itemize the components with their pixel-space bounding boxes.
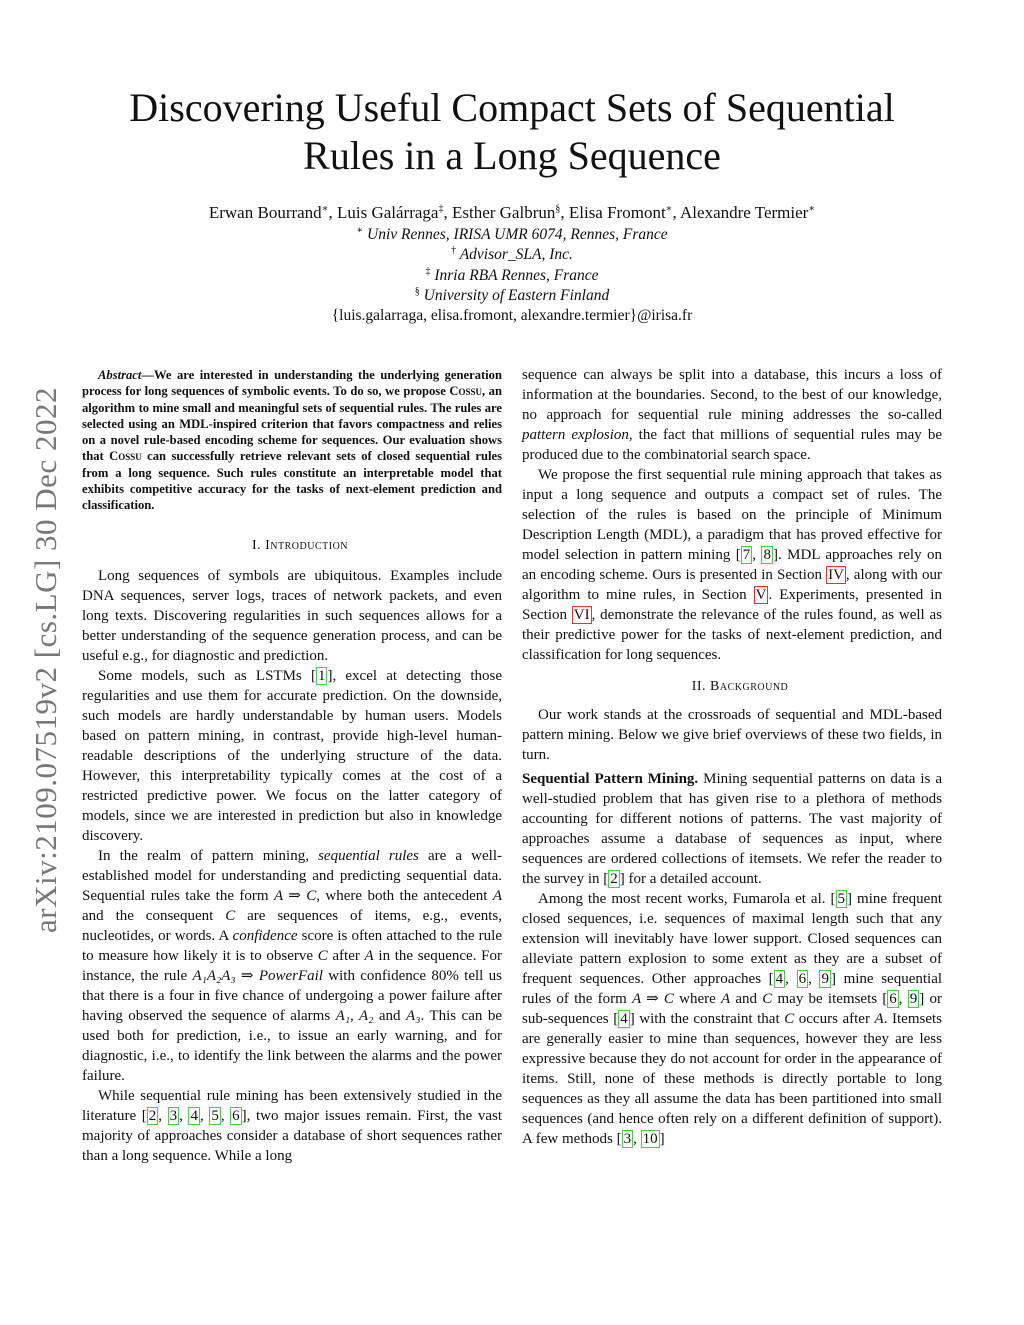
text-run: and the consequent [82, 907, 226, 924]
section-link[interactable]: VI [573, 607, 590, 623]
text-run: , two major issues remain. First, the vast majority of approaches consider a database of short sequences rather than a long sequence. While a long [82, 1107, 503, 1164]
affiliation-mark: † [451, 244, 457, 256]
paragraph: We propose the first sequential rule mining approach that takes as input a long sequence and outputs a compact set of rules. The selection of the rules is based on the principle of Minimum Description Length (MDL), a paradigm that has proved effective for model selection in pattern mining [ 7 , 8 ]. MDL approaches rely on an encoding scheme. Ours is presented in Section IV , along with our algorithm to mine rules, in Section V . Experiments, presented in Section VI , demonstrate the relevance of the rules found, as well as their predictive power for the tasks of next-element prediction, and classification for long sequences. [522, 467, 943, 663]
text-run: mine frequent closed sequences, i.e. sequences of maximal length such that any extension will inevitably have lower support. Closed sequences can alleviate pattern explosion to some extent as they are a subset of frequent sequences. Other approaches [522, 891, 943, 987]
text-run: may be itemsets [772, 991, 883, 1007]
author-name: Luis Galárraga [336, 203, 439, 222]
section-title: Background [710, 679, 789, 694]
text-run: We propose the first sequential rule mining approach that takes as input a long sequence and outputs a compact set of rules. The selection of the rules is based on the principle of Minimum Description Length (MDL), a paradigm that has proved effective for model selection in pattern mining [522, 467, 942, 563]
citation-link[interactable]: 1 [317, 667, 326, 684]
emphasis: pattern explosion [522, 427, 629, 443]
citation-link[interactable]: 4 [775, 971, 784, 987]
arxiv-id: arXiv:2109.07519v2 [cs.LG] 30 Dec 2022 [28, 387, 63, 933]
math: C [762, 991, 773, 1007]
affiliation-text: University of Eastern Finland [423, 287, 610, 304]
section-number: II. [691, 679, 711, 694]
text-run: are sequences of items, e.g., events, nucleotides, or words. A [82, 907, 502, 944]
text-run: , excel at detecting those regularities and use them for accurate prediction. On the downside, such models are hardly understandable by human users. Models based on pattern mining, in contrast, provide high-level human-readable descriptions of the underlying structure of the data. However, this interpretability typically comes at the cost of a restricted predictive power. We focus on the latter category of models, since we are interested in prediction but also in knowledge discovery. [82, 667, 502, 844]
method-name: Cossu [109, 449, 142, 464]
text-run: are a well-established model for understanding and predicting sequential data. Sequential rules take the form [82, 847, 503, 904]
author-mark: ∗ [321, 203, 329, 215]
left-column [82, 367, 502, 1166]
author-mark: ∗ [665, 203, 673, 215]
citation-link[interactable]: 8 [763, 547, 771, 563]
citation-link[interactable]: 4 [620, 1011, 628, 1027]
citation-link[interactable]: 2 [610, 871, 618, 887]
affiliation [60, 245, 964, 265]
paper-title [60, 84, 964, 180]
math: A [364, 947, 374, 964]
emphasis: sequential rules [318, 847, 419, 864]
affiliation-text: Univ Rennes, IRISA UMR 6074, Rennes, France [367, 226, 668, 243]
text-run: occurs after [794, 1011, 875, 1027]
math: A₁, A₂ [335, 1007, 374, 1024]
text-run: score is often attached to the rule to measure how likely it is to observe [82, 927, 502, 964]
citation-link[interactable]: 9 [909, 991, 918, 1007]
abstract-text: We are interested in understanding the underlying generation process for long sequences of symbolic events. To do so, we propose [82, 368, 502, 399]
section-heading-background [522, 677, 942, 697]
affiliation [60, 286, 964, 306]
citation-link[interactable]: 9 [821, 971, 829, 987]
paragraph [82, 846, 502, 1086]
paragraph-heading: Sequential Pattern Mining. [522, 771, 699, 787]
text-run: where [673, 991, 721, 1007]
right-column [522, 365, 942, 1149]
citation-link[interactable]: 3 [623, 1131, 632, 1147]
affiliation-mark: § [414, 285, 420, 297]
section-heading-introduction [82, 536, 502, 556]
section-title: Introduction [265, 537, 349, 553]
text-run: Some models, such as LSTMs [98, 667, 311, 684]
text-run: In the realm of pattern mining, [98, 847, 319, 864]
title-line-1: Discovering Useful Compact Sets of Sequential [129, 85, 895, 130]
text-run: , along with our algorithm to mine rules, in Section [522, 567, 943, 603]
author-name: Alexandre Termier [680, 203, 809, 222]
citation-link[interactable]: 6 [889, 991, 897, 1007]
citation-link[interactable]: 7 [742, 547, 751, 563]
affiliation-mark: ‡ [425, 265, 431, 277]
citation-link[interactable]: 10 [642, 1131, 658, 1147]
math: A [874, 1011, 884, 1027]
math: A ⇒ C [632, 991, 674, 1007]
paragraph: Our work stands at the crossroads of sequential and MDL-based pattern mining. Below we give brief overviews of these two fields, in turn. [522, 707, 942, 763]
math: A₁A₂A₃ ⇒ [192, 967, 259, 984]
section-number: I. [251, 537, 266, 553]
author-mark: ‡ [438, 203, 444, 215]
math: C [784, 1011, 795, 1027]
author-emails: {luis.galarraga, elisa.fromont, alexandre.termier}@irisa.fr [331, 307, 693, 324]
section-link[interactable]: IV [828, 567, 844, 583]
author-name: Erwan Bourrand [208, 203, 322, 222]
citation-link[interactable]: 5 [837, 891, 846, 907]
text-run: or sub-sequences [522, 991, 942, 1027]
text-run: , the fact that millions of sequential rules may be produced due to the combinatorial search space. [522, 427, 942, 463]
text-run: Among the most recent works, Fumarola et al. [538, 891, 831, 907]
abstract [82, 367, 502, 514]
citation-link[interactable]: 4 [190, 1107, 198, 1124]
text-run: . This can be used both for prediction, i.e., to issue an early warning, and for diagnostic, i.e., to identify the link between the alarms and the power failure. [82, 1007, 503, 1084]
text-run: , where both the antecedent [316, 887, 493, 904]
text-run: mine sequential rules of the form [522, 971, 943, 1007]
paragraph: Some models, such as LSTMs [ 1 ], excel at detecting those regularities and use them for accurate prediction. On the downside, such models are hardly understandable by human users. Models based on pattern mining, in contrast, provide high-level human-readable descriptions of the underlying structure of the data. However, this interpretability typically comes at the cost of a restricted predictive power. We focus on the latter category of models, since we are interested in prediction but also in knowledge discovery. [82, 667, 502, 844]
text-run: with the constraint that [634, 1011, 785, 1027]
text-run: Mining sequential patterns on data is a well-studied problem that has given rise to a plethora of methods accounting for different notions of patterns. The vast majority of approaches assume a database of sequences as input, where sequences are ordered collections of itemsets. We refer the reader to the survey in [522, 771, 942, 887]
paragraph: While sequential rule mining has been extensively studied in the literature [ 2 , 3 , 4 , 5 , 6 ], two major issues remain. First, the vast majority of approaches consider a database of short sequences rather than a long sequence. While a long [82, 1087, 503, 1164]
citation-link[interactable]: 5 [211, 1107, 219, 1124]
paragraph [522, 365, 942, 465]
affiliation [60, 266, 964, 286]
text-run: for a detailed account. [624, 871, 762, 887]
author-mark: ∗ [808, 203, 816, 215]
math: A [721, 991, 731, 1007]
author-name: Esther Galbrun [451, 203, 556, 222]
section-link[interactable]: V [755, 587, 767, 603]
text-run: sequence can always be split into a database, this incurs a loss of information at the boundaries. Second, to the best of our knowledge, no approach for sequential rule mining addresses the so-called [522, 367, 942, 423]
affiliation-text: Advisor_SLA, Inc. [459, 246, 573, 263]
abstract-label: Abstract [98, 368, 142, 382]
text-run: . Experiments, presented in Section [522, 587, 942, 623]
text-run: with confidence 80% tell us that there is a four in five chance of undergoing a power failure after having observed the sequence of alarms [82, 967, 502, 1024]
citation-link[interactable]: 6 [798, 971, 807, 987]
math: PowerFail [258, 967, 323, 984]
author-list: Erwan Bourrand∗, Luis Galárraga‡, Esther Galbrun§, Elisa Fromont∗, Alexandre Termier∗ [208, 203, 816, 222]
text-run: While sequential rule mining has been extensively studied in the literature [82, 1087, 502, 1124]
paragraph: Long sequences of symbols are ubiquitous. Examples include DNA sequences, server logs, traces of network packets, and even long texts. Discovering regularities in such sequences allows for a better understanding of the sequence generation process, and can be useful e.g., for diagnostic and prediction. [82, 567, 502, 664]
math: A [492, 887, 502, 904]
affiliation-mark: ∗ [356, 224, 364, 236]
citation-link[interactable]: 3 [169, 1107, 178, 1124]
text-run: in the sequence. For instance, the rule [82, 947, 502, 984]
text-run: and [730, 991, 763, 1007]
method-name: Cossu [449, 384, 482, 399]
math: C [225, 907, 236, 924]
text-run: and [373, 1007, 407, 1024]
author-name: Elisa Fromont [568, 203, 666, 222]
abstract-dash: — [141, 368, 154, 382]
abstract-text: , an algorithm to mine small and meaningful sets of sequential rules. The rules are selected using an MDL-inspired criterion that favors compactness and relies on a novel rule-based encoding scheme for sequences. Our evaluation shows that [82, 384, 502, 464]
math: A ⇒ C [273, 887, 317, 904]
arxiv-stamp [26, 350, 66, 970]
text-run: . MDL approaches rely on an encoding scheme. Ours is presented in Section [522, 547, 943, 583]
title-line-2: Rules in a Long Sequence [303, 133, 721, 178]
affiliation [60, 225, 964, 245]
paragraph: Sequential Pattern Mining. Mining sequential patterns on data is a well-studied problem that has given rise to a plethora of methods accounting for different notions of patterns. The vast majority of approaches assume a database of sequences as input, where sequences are ordered collections of itemsets. We refer the reader to the survey in [ 2 ] for a detailed account. [522, 771, 942, 887]
text-run: after [327, 947, 365, 964]
citation-link[interactable]: 2 [148, 1107, 157, 1124]
affiliation-text: Inria RBA Rennes, France [434, 267, 599, 284]
emphasis: confidence [232, 927, 298, 944]
paragraph: Among the most recent works, Fumarola et al. [ 5 ] mine frequent closed sequences, i.e. sequences of maximal length such that any extension will inevitably have lower support. Closed sequences can alleviate pattern explosion to some extent as they are a subset of frequent sequences. Other approaches [ 4 , 6 , 9 ] mine sequential rules of the form A ⇒ C where A and C may be itemsets [ 6 , 9 ] or sub-sequences [ 4 ] with the constraint that C occurs after A. Itemsets are generally easier to mine than sequences, however they are less expressive because they do not account for order in the appearance of items. Still, none of these methods is directly portable to long sequences as they all assume the data has been partitioned into small sequences (and hence often rely on a different definition of support). A few methods [ 3 , 10 ] [522, 891, 943, 1147]
math: C [317, 947, 328, 964]
math: A₃ [406, 1007, 421, 1024]
text-run: , demonstrate the relevance of the rules found, as well as their predictive power for the tasks of next-element prediction, and classification for long sequences. [522, 607, 942, 663]
author-mark: § [555, 203, 561, 215]
abstract-text: can successfully retrieve relevant sets of closed sequential rules from a long sequence. Such rules constitute an interpretable model that exhibits competitive accuracy for the tasks of next-element prediction and classification. [82, 449, 502, 513]
text-run: . Itemsets are generally easier to mine than sequences, however they are less expressive because they do not account for order in the appearance of items. Still, none of these methods is directly portable to long sequences as they all assume the data has been partitioned into small sequences (and hence often rely on a different definition of support). A few methods [522, 1011, 943, 1147]
citation-link[interactable]: 6 [232, 1107, 240, 1124]
